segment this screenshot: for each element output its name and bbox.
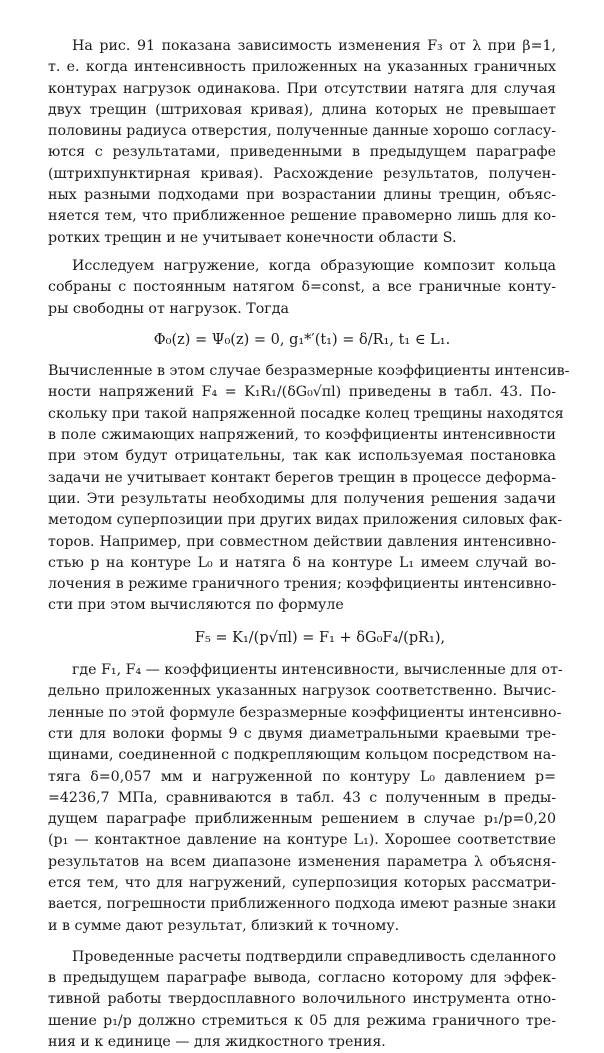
- text-line: вается, погрешности приближенного подхода имеют разные знаки: [48, 896, 557, 913]
- text-line: торов. Например, при совместном действии давления интенсивно-: [48, 533, 556, 550]
- text-line: ры свободны от нагрузок. Тогда: [48, 300, 289, 317]
- text-line: На рис. 91 показана зависимость изменения F₃ от λ при β=1,: [72, 38, 556, 54]
- text-line: щинами, соединенной с подкрепляющим кольцом посредством на-: [48, 747, 556, 764]
- text-line: тяга δ=0,057 мм и нагруженной по контуру L₀ давлением p=: [48, 768, 556, 785]
- formula-boundary-conditions: Φ₀(z) = Ψ₀(z) = 0, g₁*′(t₁) = δ/R₁, t₁ ∈ L₁.: [153, 331, 451, 348]
- paragraph-5: [48, 947, 556, 1053]
- text-line: ленные по этой формуле безразмерные коэффициенты интенсивно-: [48, 704, 562, 721]
- text-line: стью p на контуре L₀ и натяга δ на контуре L₁ имеем случай во-: [48, 554, 556, 571]
- text-line: тивной работы твердосплавного волочильного инструмента отно-: [48, 991, 556, 1008]
- text-line: ротких трещин и не учитывает конечности области S.: [48, 229, 457, 246]
- text-line: в поле сжимающих напряжений, то коэффициенты интенсивности: [48, 427, 556, 444]
- paragraph-3: [48, 361, 570, 617]
- text-line: методом суперпозиции при других видах приложения силовых фак-: [48, 512, 563, 529]
- text-line: задачи не учитывает контакт берегов трещин в процессе деформа-: [48, 469, 556, 486]
- formula-f5: F₅ = K₁/(p√πl) = F₁ + δG₀F₄/(pR₁),: [194, 629, 446, 646]
- text-line: ции. Эти результаты необходимы для получения решения задачи: [48, 490, 556, 507]
- paragraph-2: [48, 256, 556, 320]
- text-line: ных разными подходами при возрастании длины трещин, объяс-: [48, 187, 556, 204]
- text-line: при этом будут отрицательны, так как используемая постановка: [48, 448, 556, 465]
- text-line: Исследуем нагружение, когда образующие композит кольца: [72, 257, 556, 274]
- text-line: ния и к единице — для жидкостного трения.: [48, 1034, 386, 1051]
- text-line: (p₁ — контактное давление на контуре L₁). Хорошее соответствие: [48, 832, 556, 849]
- text-line: двух трещин (штриховая кривая), длина которых не превышает: [48, 101, 556, 118]
- text-line: дельно приложенных указанных нагрузок соответственно. Вычис-: [48, 683, 556, 700]
- text-line: результатов на всем диапазоне изменения параметра λ объясня-: [48, 853, 556, 870]
- text-line: (штрихпунктирная кривая). Расхождение результатов, получен-: [48, 165, 556, 182]
- text-line: половины радиуса отверстия, полученные данные хорошо согласу-: [48, 123, 556, 140]
- text-line: Проведенные расчеты подтвердили справедливость сделанного: [72, 948, 556, 965]
- text-line: лочения в режиме граничного трения; коэффициенты интенсивно-: [48, 576, 557, 593]
- text-line: и в сумме дают результат, близкий к точному.: [48, 917, 400, 934]
- text-line: дущем параграфе приближенным решением в случае p₁/p=0,20: [48, 811, 556, 828]
- text-line: в предыдущем параграфе вывода, согласно которому для эффек-: [48, 970, 556, 987]
- text-line: собраны с постоянным натягом δ=const, а все граничные конту-: [48, 279, 556, 296]
- text-line: няется тем, что приближенное решение правомерно лишь для ко-: [48, 208, 556, 225]
- paragraph-1: [48, 36, 556, 249]
- text-line: =4236,7 МПа, сравниваются в табл. 43 с полученным в преды-: [48, 789, 556, 806]
- text-line: где F₁, F₄ — коэффициенты интенсивности, вычисленные для от-: [72, 662, 563, 679]
- text-line: шение p₁/p должно стремиться к 05 для режима граничного тре-: [48, 1012, 556, 1029]
- text-line: скольку при такой напряженной посадке колец трещины находятся: [48, 405, 564, 422]
- text-line: ются с результатами, приведенными в предыдущем параграфе: [48, 144, 556, 161]
- text-line: сти при этом вычисляются по формуле: [48, 597, 344, 614]
- text-line: т. е. когда интенсивность приложенных на указанных граничных: [48, 59, 556, 76]
- text-line: ности напряжений F₄ = K₁R₁/(δG₀√πl) приведены в табл. 43. По-: [48, 384, 556, 401]
- text-line: ется тем, что для нагружений, суперпозиция которых рассматри-: [48, 874, 556, 891]
- paragraph-4: [48, 660, 563, 937]
- book-page: [48, 36, 570, 1053]
- text-line: Вычисленные в этом случае безразмерные коэффициенты интенсив-: [48, 363, 570, 380]
- text-line: сти для волоки формы 9 с двумя диаметральными краевыми тре-: [48, 725, 556, 742]
- text-line: контурах нагрузок одинакова. При отсутствии натяга для случая: [48, 80, 556, 97]
